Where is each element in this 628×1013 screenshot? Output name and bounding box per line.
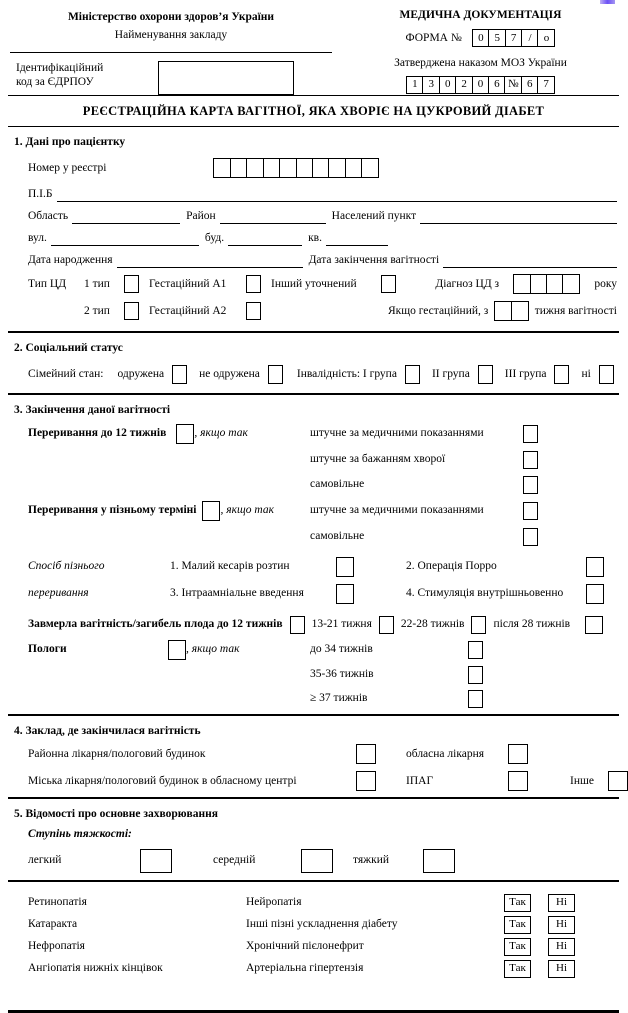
form-number-cell: о: [537, 29, 555, 47]
method2-checkbox[interactable]: [586, 557, 604, 577]
disability-group1-label: Інвалідність: І група: [296, 367, 397, 380]
type2-label: 2 тип: [84, 305, 110, 318]
title-divider: [8, 126, 619, 127]
section-pregnancy-outcome: 3. Закінчення даної вагітності Переривання до 12 тижнів , якщо так штучне за медичними показаннями штучне за бажанням хворої самовільне Переривання у пізньому терміні , якщо так штучне за медичними показаннями самовільне Спосіб пізнього 1. Малий кесарів розтин 2. Операція Порро переривання 3. Інтраамніальне введення 4. Стимуляція внутрішньовенно Завмерла вагітність/загибель плода до 12 тижнів 13-21 тижня 22-28 тижнів після 28 тижнів Пологи , якщо так до 34 тижнів 35-36 тижнів ≥ 37 тижнів: [10, 403, 617, 713]
section3-divider: [8, 714, 619, 716]
if-gestational-label: Якщо гестаційний, з: [387, 305, 489, 318]
type2-checkbox[interactable]: [124, 302, 139, 320]
street-field[interactable]: [51, 232, 199, 246]
section5-divider: [8, 880, 619, 882]
artificial-medical-label-1: штучне за медичними показаннями: [310, 427, 484, 440]
oblast-label: Область: [28, 210, 69, 223]
pib-field[interactable]: [57, 188, 618, 202]
severity-severe-checkbox[interactable]: [423, 849, 455, 873]
building-field[interactable]: [228, 232, 302, 246]
complication-row: [28, 892, 617, 914]
edrpou-block: [10, 52, 332, 95]
doc-type-title: МЕДИЧНА ДОКУМЕНТАЦІЯ: [399, 9, 562, 21]
diagnosis-year-cell[interactable]: [562, 274, 580, 294]
weeks-13-21-checkbox[interactable]: [379, 616, 394, 634]
registry-cell[interactable]: [246, 158, 264, 178]
interruption-late-checkbox[interactable]: [202, 501, 220, 521]
ipag-label: ІПАГ: [406, 774, 434, 787]
other-facility-label: Інше: [570, 774, 594, 787]
spontaneous-label-2: самовільне: [310, 530, 365, 543]
registry-cell[interactable]: [230, 158, 248, 178]
before-34-label: до 34 тижнів: [310, 643, 373, 656]
form-number-cell: 7: [505, 29, 523, 47]
other-specified-label: Інший уточнений: [271, 278, 357, 291]
yes-checkbox[interactable]: Так: [504, 916, 531, 934]
disability-none-label: ні: [581, 367, 591, 380]
severity-medium-checkbox[interactable]: [301, 849, 333, 873]
complication-row: [28, 914, 617, 936]
registry-cell[interactable]: [263, 158, 281, 178]
yes-checkbox[interactable]: Так: [504, 960, 531, 978]
approved-by-label: Затверджена наказом МОЗ України: [394, 57, 567, 70]
weeks-13-21-label: 13-21 тижня: [311, 618, 372, 631]
disability-group3-label: ІІІ група: [504, 367, 547, 380]
no-checkbox[interactable]: Ні: [548, 916, 575, 934]
form-number-cell: /: [521, 29, 539, 47]
registry-number-label: Номер у реєстрі: [28, 161, 107, 174]
gestation-week-cell[interactable]: [494, 301, 512, 321]
weeks-35-36-checkbox[interactable]: [468, 666, 483, 684]
order-number-cell: 2: [455, 76, 473, 94]
edrpou-label: Ідентифікаційний код за ЄДРПОУ: [16, 61, 104, 89]
interruption-late-label: Переривання у пізньому терміні: [28, 504, 197, 517]
building-label: буд.: [204, 232, 225, 245]
gestational-a1-label: Гестаційний А1: [149, 278, 227, 291]
order-number-cell: 1: [406, 76, 424, 94]
delivery-checkbox[interactable]: [168, 640, 186, 660]
settlement-field[interactable]: [420, 210, 617, 224]
complication-right-label: Інші пізні ускладнення діабету: [246, 918, 398, 931]
section1-heading: 1. Дані про пацієнтку: [14, 136, 126, 149]
complication-left-label: Ангіопатія нижніх кінцівок: [28, 962, 163, 975]
ipag-checkbox[interactable]: [508, 771, 528, 791]
registry-cell[interactable]: [296, 158, 314, 178]
type1-checkbox[interactable]: [124, 275, 139, 293]
before-34-checkbox[interactable]: [468, 641, 483, 659]
complication-row: [28, 936, 617, 958]
diabetes-type-label: Тип ЦД: [28, 278, 67, 291]
severity-mild-checkbox[interactable]: [140, 849, 172, 873]
severity-severe-label: тяжкий: [353, 854, 390, 867]
oblast-hospital-checkbox[interactable]: [508, 744, 528, 764]
weeks-22-28-label: 22-28 тижнів: [400, 618, 465, 631]
registry-cell[interactable]: [345, 158, 363, 178]
yes-checkbox[interactable]: Так: [504, 894, 531, 912]
section2-divider: [8, 393, 619, 395]
form-number-cell: 5: [488, 29, 506, 47]
type1-label: 1 тип: [84, 278, 110, 291]
diagnosis-year-cell[interactable]: [530, 274, 548, 294]
district-hospital-checkbox[interactable]: [356, 744, 376, 764]
section-social-status: [10, 341, 617, 393]
severity-label: Ступінь тяжкості:: [28, 828, 132, 841]
delivery-label: Пологи: [28, 643, 67, 656]
method1-label: 1. Малий кесарів розтин: [170, 560, 290, 573]
section4-divider: [8, 797, 619, 799]
week-label: тижня вагітності: [534, 305, 617, 318]
form-number-cells: [472, 29, 556, 47]
not-married-checkbox[interactable]: [268, 365, 283, 384]
pregnancy-end-label: Дата закінчення вагітності: [308, 254, 440, 267]
diagnosis-year-cell[interactable]: [546, 274, 564, 294]
section-facility: [10, 724, 617, 797]
form-header: [10, 6, 617, 95]
no-checkbox[interactable]: Ні: [548, 894, 575, 912]
artificial-medical-checkbox-2[interactable]: [523, 502, 538, 520]
city-hospital-label: Міська лікарня/пологовий будинок в обласному центрі: [28, 774, 297, 787]
no-checkbox[interactable]: Ні: [548, 938, 575, 956]
section1-divider: [8, 331, 619, 333]
method4-checkbox[interactable]: [586, 584, 604, 604]
order-number-cell: 0: [439, 76, 457, 94]
registry-cell[interactable]: [279, 158, 297, 178]
married-checkbox[interactable]: [172, 365, 187, 384]
gestational-a2-label: Гестаційний А2: [149, 305, 227, 318]
rayon-label: Район: [186, 210, 216, 223]
diagnosis-year-cell[interactable]: [513, 274, 531, 294]
district-hospital-label: Районна лікарня/пологовий будинок: [28, 747, 206, 760]
settlement-label: Населений пункт: [331, 210, 417, 223]
section4-heading: 4. Заклад, де закінчилася вагітність: [14, 724, 201, 737]
late-method-label-line1: Спосіб пізнього: [28, 560, 105, 573]
pib-label: П.І.Б: [28, 188, 53, 201]
header-right: [332, 6, 617, 95]
marital-status-label: Сімейний стан:: [28, 367, 104, 380]
order-number-cell: №: [504, 76, 522, 94]
ministry-title: Міністерство охорони здоров’я України: [67, 11, 275, 23]
artificial-wish-label: штучне за бажанням хворої: [310, 453, 446, 466]
gestation-week-cells[interactable]: [494, 301, 528, 321]
missed-12-checkbox[interactable]: [290, 616, 305, 634]
weeks-37-checkbox[interactable]: [468, 690, 483, 708]
complication-left-label: Нефропатія: [28, 940, 85, 953]
severity-mild-label: легкий: [28, 854, 62, 867]
artificial-wish-checkbox[interactable]: [523, 451, 538, 469]
order-number-cells: [406, 76, 555, 94]
after-28-label: після 28 тижнів: [493, 618, 571, 631]
if-yes-label: , якщо так: [194, 427, 248, 440]
disability-none-checkbox[interactable]: [599, 365, 614, 384]
header-left: [10, 6, 332, 95]
not-married-label: не одружена: [199, 367, 260, 380]
disability-group3-checkbox[interactable]: [554, 365, 569, 384]
method4-label: 4. Стимуляція внутрішньовенно: [406, 587, 564, 600]
severity-medium-label: середній: [213, 854, 256, 867]
complication-right-label: Хронічний пієлонефрит: [246, 940, 364, 953]
other-specified-checkbox[interactable]: [381, 275, 396, 293]
city-hospital-checkbox[interactable]: [356, 771, 376, 791]
method3-checkbox[interactable]: [336, 584, 354, 604]
edrpou-input-box[interactable]: [158, 61, 294, 95]
gestation-week-cell[interactable]: [511, 301, 529, 321]
interruption-12-label: Переривання до 12 тижнів: [28, 427, 167, 440]
disability-group2-label: ІІ група: [431, 367, 470, 380]
method3-label: 3. Інтраамніальне введення: [170, 587, 304, 600]
order-number-cell: 6: [488, 76, 506, 94]
spontaneous-label-1: самовільне: [310, 478, 365, 491]
complication-right-label: Нейропатія: [246, 896, 302, 909]
gestational-a2-checkbox[interactable]: [246, 302, 261, 320]
diagnosis-since-label: Діагноз ЦД з: [435, 278, 500, 291]
diagnosis-year-cells[interactable]: [513, 274, 580, 294]
complication-right-label: Артеріальна гіпертензія: [246, 962, 364, 975]
order-number-cell: 6: [521, 76, 539, 94]
missed-pregnancy-label: Завмерла вагітність/загибель плода до 12 тижнів: [28, 618, 283, 631]
section-main-disease: [10, 807, 617, 880]
complication-left-label: Катаракта: [28, 918, 78, 931]
late-method-label-line2: переривання: [28, 587, 89, 600]
apt-label: кв.: [308, 232, 322, 245]
registry-cell[interactable]: [328, 158, 346, 178]
registry-cell[interactable]: [213, 158, 231, 178]
order-number-cell: 0: [472, 76, 490, 94]
birthdate-field[interactable]: [117, 254, 303, 268]
no-checkbox[interactable]: Ні: [548, 960, 575, 978]
registry-number-cells[interactable]: [213, 158, 379, 178]
married-label: одружена: [117, 367, 165, 380]
artificial-medical-checkbox-1[interactable]: [523, 425, 538, 443]
apt-field[interactable]: [326, 232, 388, 246]
street-label: вул.: [28, 232, 47, 245]
complications-table: [10, 892, 617, 986]
section3-heading: 3. Закінчення даної вагітності: [14, 404, 171, 417]
page-corner-mark: [600, 0, 615, 4]
gestational-a1-checkbox[interactable]: [246, 275, 261, 293]
order-number-cell: 7: [537, 76, 555, 94]
registry-cell[interactable]: [312, 158, 330, 178]
registry-cell[interactable]: [361, 158, 379, 178]
oblast-field[interactable]: [72, 210, 180, 224]
complication-left-label: Ретинопатія: [28, 896, 87, 909]
order-number-cell: 3: [422, 76, 440, 94]
method1-checkbox[interactable]: [336, 557, 354, 577]
pregnancy-end-field[interactable]: [443, 254, 617, 268]
oblast-hospital-label: обласна лікарня: [406, 747, 485, 760]
section2-heading: 2. Соціальний статус: [14, 341, 123, 354]
section-patient-data: [10, 135, 617, 330]
interruption-12-checkbox[interactable]: [176, 424, 194, 444]
year-label: року: [594, 278, 617, 291]
facility-name-label: Найменування закладу: [114, 29, 228, 42]
section5-heading: 5. Відомості про основне захворювання: [14, 807, 218, 820]
form-title: РЕЄСТРАЦІЙНА КАРТА ВАГІТНОЇ, ЯКА ХВОРІЄ НА ЦУКРОВИЙ ДІАБЕТ: [82, 103, 545, 118]
weeks-22-28-checkbox[interactable]: [471, 616, 486, 634]
after-28-checkbox[interactable]: [585, 616, 603, 634]
yes-checkbox[interactable]: Так: [504, 938, 531, 956]
weeks-35-36-label: 35-36 тижнів: [310, 668, 374, 681]
artificial-medical-label-2: штучне за медичними показаннями: [310, 504, 484, 517]
other-facility-checkbox[interactable]: [608, 771, 628, 791]
form-number-label: ФОРМА №: [405, 32, 462, 45]
birthdate-label: Дата народження: [28, 254, 113, 267]
spontaneous-checkbox-2[interactable]: [523, 528, 538, 546]
bottom-divider: [8, 1010, 619, 1013]
spontaneous-checkbox-1[interactable]: [523, 476, 538, 494]
rayon-field[interactable]: [220, 210, 326, 224]
disability-group2-checkbox[interactable]: [478, 365, 493, 384]
form-number-cell: 0: [472, 29, 490, 47]
method2-label: 2. Операція Порро: [406, 560, 497, 573]
weeks-37-label: ≥ 37 тижнів: [310, 692, 368, 705]
disability-group1-checkbox[interactable]: [405, 365, 420, 384]
complication-row: [28, 958, 617, 980]
